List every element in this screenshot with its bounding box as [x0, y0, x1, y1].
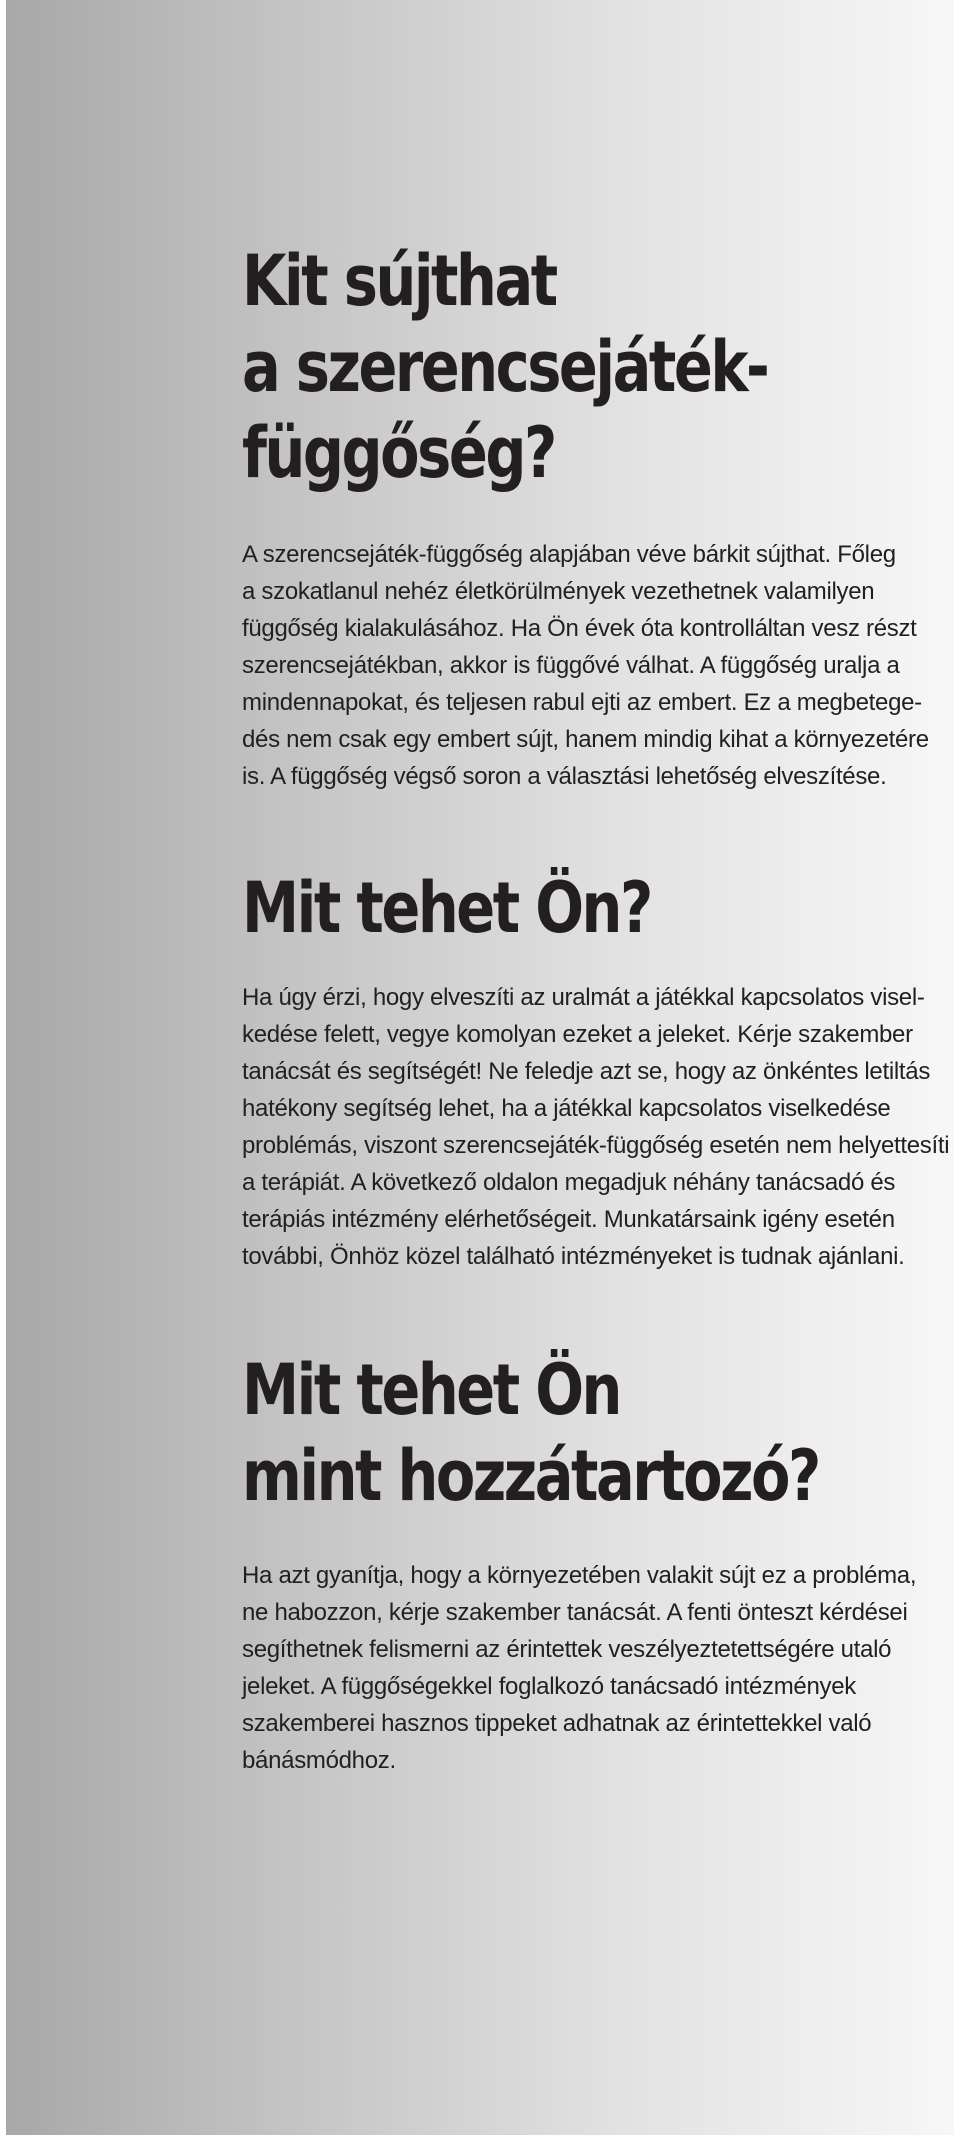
title-line: Mit tehet Ön — [242, 1349, 620, 1431]
body-line: hatékony segítség lehet, ha a játékkal kapcsolatos viselkedése — [242, 1095, 891, 1122]
body-line: bánásmódhoz. — [242, 1747, 396, 1774]
body-line: a terápiát. A következő oldalon megadjuk néhány tanácsadó és — [242, 1169, 896, 1196]
section-title-who-affected — [242, 238, 816, 496]
title-line: függőség? — [242, 412, 555, 494]
section-title-what-can-you-do — [242, 865, 816, 951]
content — [242, 238, 950, 1779]
section-body-relatives — [242, 1557, 942, 1779]
body-line: terápiás intézmény elérhetőségeit. Munkatársaink igény esetén — [242, 1206, 895, 1233]
body-line: mindennapokat, és teljesen rabul ejti az embert. Ez a megbetege- — [242, 689, 922, 716]
section-title-relatives — [242, 1347, 819, 1519]
section-body-what-can-you-do — [242, 979, 950, 1275]
section-body-who-affected — [242, 536, 942, 795]
body-line: tanácsát és segítségét! Ne feledje azt se, hogy az önkéntes letiltás — [242, 1058, 931, 1085]
body-line: dés nem csak egy embert sújt, hanem mindig kihat a környezetére — [242, 726, 929, 753]
body-line: szakemberei hasznos tippeket adhatnak az érintettekkel való — [242, 1710, 872, 1737]
body-line: a szokatlanul nehéz életkörülmények vezethetnek valamilyen — [242, 578, 875, 605]
body-line: szerencsejátékban, akkor is függővé válhat. A függőség uralja a — [242, 652, 900, 679]
title-line: Kit sújthat — [242, 240, 556, 322]
title-line: Mit tehet Ön? — [242, 867, 651, 949]
body-line: Ha azt gyanítja, hogy a környezetében valakit sújt ez a probléma, — [242, 1562, 917, 1589]
body-line: problémás, viszont szerencsejáték-függőség esetén nem helyettesíti — [242, 1132, 950, 1159]
body-line: Ha úgy érzi, hogy elveszíti az uralmát a játékkal kapcsolatos visel- — [242, 984, 925, 1011]
body-line: függőség kialakulásához. Ha Ön évek óta kontrolláltan vesz részt — [242, 615, 917, 642]
body-line: további, Önhöz közel található intézményeket is tudnak ajánlani. — [242, 1243, 905, 1270]
body-line: segíthetnek felismerni az érintettek veszélyeztetettségére utaló — [242, 1636, 892, 1663]
title-line: mint hozzátartozó? — [242, 1435, 819, 1517]
body-line: kedése felett, vegye komolyan ezeket a jeleket. Kérje szakember — [242, 1021, 913, 1048]
body-line: ne habozzon, kérje szakember tanácsát. A fenti önteszt kérdései — [242, 1599, 908, 1626]
body-line: A szerencsejáték-függőség alapjában véve bárkit sújthat. Főleg — [242, 541, 896, 568]
title-line: a szerencsejáték- — [242, 326, 768, 408]
body-line: jeleket. A függőségekkel foglalkozó tanácsadó intézmények — [242, 1673, 856, 1700]
body-line: is. A függőség végső soron a választási lehetőség elveszítése. — [242, 763, 887, 790]
